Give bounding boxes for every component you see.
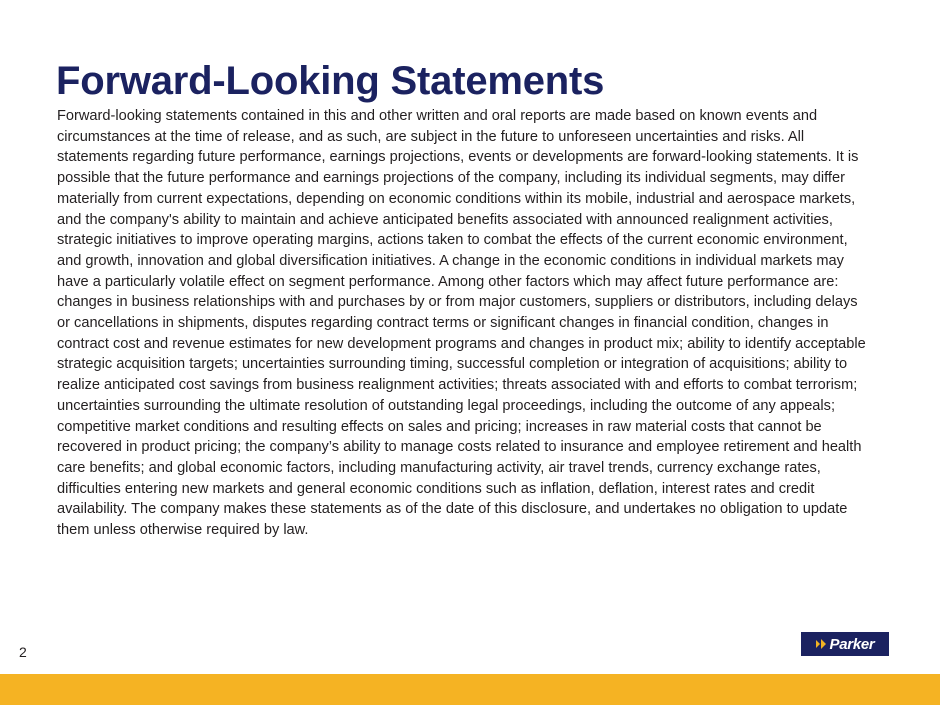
page-number: 2	[19, 644, 27, 660]
logo-wordmark: Parker	[829, 635, 875, 653]
chevron-right-icon	[816, 639, 826, 649]
footer-accent-bar	[0, 674, 940, 705]
page-title: Forward-Looking Statements	[56, 58, 605, 103]
parker-logo	[801, 632, 889, 656]
logo-inner	[816, 637, 875, 652]
slide-body-paragraph: Forward-looking statements contained in this and other written and oral reports are made based on known events and circumstances at the time of release, and as such, are subject in the future to unforeseen uncertainties and risks. All statements regarding future performance, earnings projections, events or developments are forward-looking statements. It is possible that the future performance and earnings projections of the company, including its individual segments, may differ materially from current expectations, depending on economic conditions within its mobile, industrial and aerospace markets, and the company's ability to maintain and achieve anticipated benefits associated with announced realignment activities, strategic initiatives to improve operating margins, actions taken to combat the effects of the current economic environment, and growth, innovation and global diversification initiatives. A change in the economic conditions in individual markets may have a particularly volatile effect on segment performance. Among other factors which may affect future performance are: changes in business relationships with and purchases by or from major customers, suppliers or distributors, including delays or cancellations in shipments, disputes regarding contract terms or significant changes in financial condition, changes in contract cost and revenue estimates for new development programs and changes in product mix; ability to identify acceptable strategic acquisition targets; uncertainties surrounding timing, successful completion or integration of acquisitions; ability to realize anticipated cost savings from business realignment activities; threats associated with and efforts to combat terrorism; uncertainties surrounding the ultimate resolution of outstanding legal proceedings, including the outcome of any appeals; competitive market conditions and resulting effects on sales and pricing; increases in raw material costs that cannot be recovered in product pricing; the company’s ability to manage costs related to insurance and employee retirement and health care benefits; and global economic factors, including manufacturing activity, air travel trends, currency exchange rates, difficulties entering new markets and general economic conditions such as inflation, deflation, interest rates and credit availability. The company makes these statements as of the date of this disclosure, and undertakes no obligation to update them unless otherwise required by law.	[57, 108, 870, 539]
